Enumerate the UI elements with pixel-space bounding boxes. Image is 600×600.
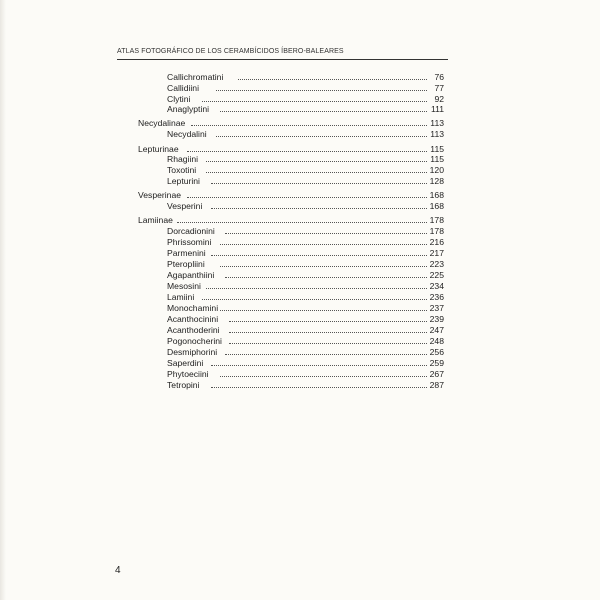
toc-entry-title: Mesosini — [167, 281, 201, 291]
dot-leader — [216, 136, 428, 137]
toc-page-number: 120 — [429, 165, 444, 175]
dot-leader — [211, 255, 427, 256]
toc-page-number: 239 — [429, 314, 444, 324]
toc-page-number: 178 — [429, 215, 444, 225]
dot-leader — [206, 288, 427, 289]
toc-page-number: 168 — [429, 190, 444, 200]
toc-tribe-entry — [117, 175, 444, 187]
dot-leader — [225, 277, 427, 278]
toc-entry-title: Rhagiini — [167, 154, 199, 164]
dot-leader — [187, 151, 428, 152]
dot-leader — [229, 321, 427, 322]
dot-leader — [211, 387, 427, 388]
toc-entry-title: Monochamini — [167, 303, 219, 313]
toc-page-number: 77 — [434, 83, 444, 93]
toc-entry-title: Parmenini — [167, 248, 206, 258]
toc-page-number: 247 — [429, 325, 444, 335]
dot-leader — [220, 376, 427, 377]
dot-leader — [187, 197, 428, 198]
toc-page-number: 178 — [429, 226, 444, 236]
toc-entry-title: Phytoeciini — [167, 369, 209, 379]
dot-leader — [206, 161, 427, 162]
toc-entry-title: Pteropliini — [167, 259, 205, 269]
dot-leader — [211, 365, 427, 366]
toc-tribe-entry — [117, 379, 444, 391]
toc-page-number: 113 — [430, 118, 444, 128]
toc-page-number: 287 — [429, 380, 444, 390]
dot-leader — [211, 208, 427, 209]
toc-entry-title: Lamiinae — [138, 215, 173, 225]
toc-tribe-entry — [117, 103, 444, 115]
toc-page-number: 111 — [430, 104, 444, 114]
toc-entry-title: Callichromatini — [167, 72, 224, 82]
toc-entry-title: Lepturinae — [138, 144, 179, 154]
toc-page-number: 223 — [429, 259, 444, 269]
toc-entry-title: Clytini — [167, 94, 191, 104]
toc-page-number: 259 — [429, 358, 444, 368]
toc-entry-title: Necydalini — [167, 129, 207, 139]
toc-entry-title: Toxotini — [167, 165, 197, 175]
toc-entry-title: Vesperini — [167, 201, 203, 211]
toc-page-number: 267 — [429, 369, 444, 379]
toc-entry-title: Callidiini — [167, 83, 199, 93]
dot-leader — [229, 332, 427, 333]
toc-page-number: 113 — [430, 129, 444, 139]
toc-page-number: 76 — [434, 72, 444, 82]
toc-entry-title: Tetropini — [167, 380, 200, 390]
dot-leader — [238, 79, 427, 80]
toc-entry-title: Dorcadionini — [167, 226, 215, 236]
toc-entry-title: Acanthoderini — [167, 325, 220, 335]
dot-leader — [220, 310, 427, 311]
dot-leader — [229, 343, 427, 344]
toc-tribe-entry — [117, 200, 444, 212]
toc-page-number: 216 — [429, 237, 444, 247]
toc-entry-title: Necydalinae — [138, 118, 186, 128]
toc-page-number: 237 — [429, 303, 444, 313]
dot-leader — [216, 90, 428, 91]
page-number: 4 — [115, 565, 121, 576]
dot-leader — [177, 222, 427, 223]
toc-entry-title: Saperdini — [167, 358, 204, 368]
toc-page-number: 234 — [429, 281, 444, 291]
dot-leader — [211, 183, 427, 184]
toc-page-number: 225 — [429, 270, 444, 280]
dot-leader — [225, 233, 427, 234]
toc-entry-title: Vesperinae — [138, 190, 182, 200]
running-head: ATLAS FOTOGRÁFICO DE LOS CERAMBÍCIDOS ÍBERO-BALEARES — [117, 48, 344, 55]
dot-leader — [220, 111, 427, 112]
dot-leader — [202, 299, 427, 300]
dot-leader — [225, 354, 427, 355]
toc-page-number: 256 — [429, 347, 444, 357]
dot-leader — [191, 125, 427, 126]
dot-leader — [220, 244, 427, 245]
toc-page-number: 248 — [429, 336, 444, 346]
toc-entry-title: Agapanthiini — [167, 270, 215, 280]
toc-page-number: 115 — [430, 154, 444, 164]
dot-leader — [220, 266, 427, 267]
toc-entry-title: Acanthocinini — [167, 314, 219, 324]
toc-page-number: 236 — [429, 292, 444, 302]
table-of-contents — [117, 0, 448, 600]
toc-page-number: 168 — [429, 201, 444, 211]
toc-entry-title: Phrissomini — [167, 237, 212, 247]
toc-tribe-entry — [117, 128, 444, 140]
toc-entry-title: Anaglyptini — [167, 104, 210, 114]
dot-leader — [202, 101, 427, 102]
toc-entry-title: Pogonocherini — [167, 336, 222, 346]
toc-entry-title: Lamiini — [167, 292, 195, 302]
toc-entry-title: Lepturini — [167, 176, 200, 186]
toc-page-number: 115 — [430, 144, 444, 154]
spine-shadow — [0, 0, 6, 600]
toc-entry-title: Desmiphorini — [167, 347, 218, 357]
toc-page-number: 217 — [429, 248, 444, 258]
toc-page-number: 92 — [434, 94, 444, 104]
dot-leader — [206, 172, 427, 173]
toc-page-number: 128 — [429, 176, 444, 186]
